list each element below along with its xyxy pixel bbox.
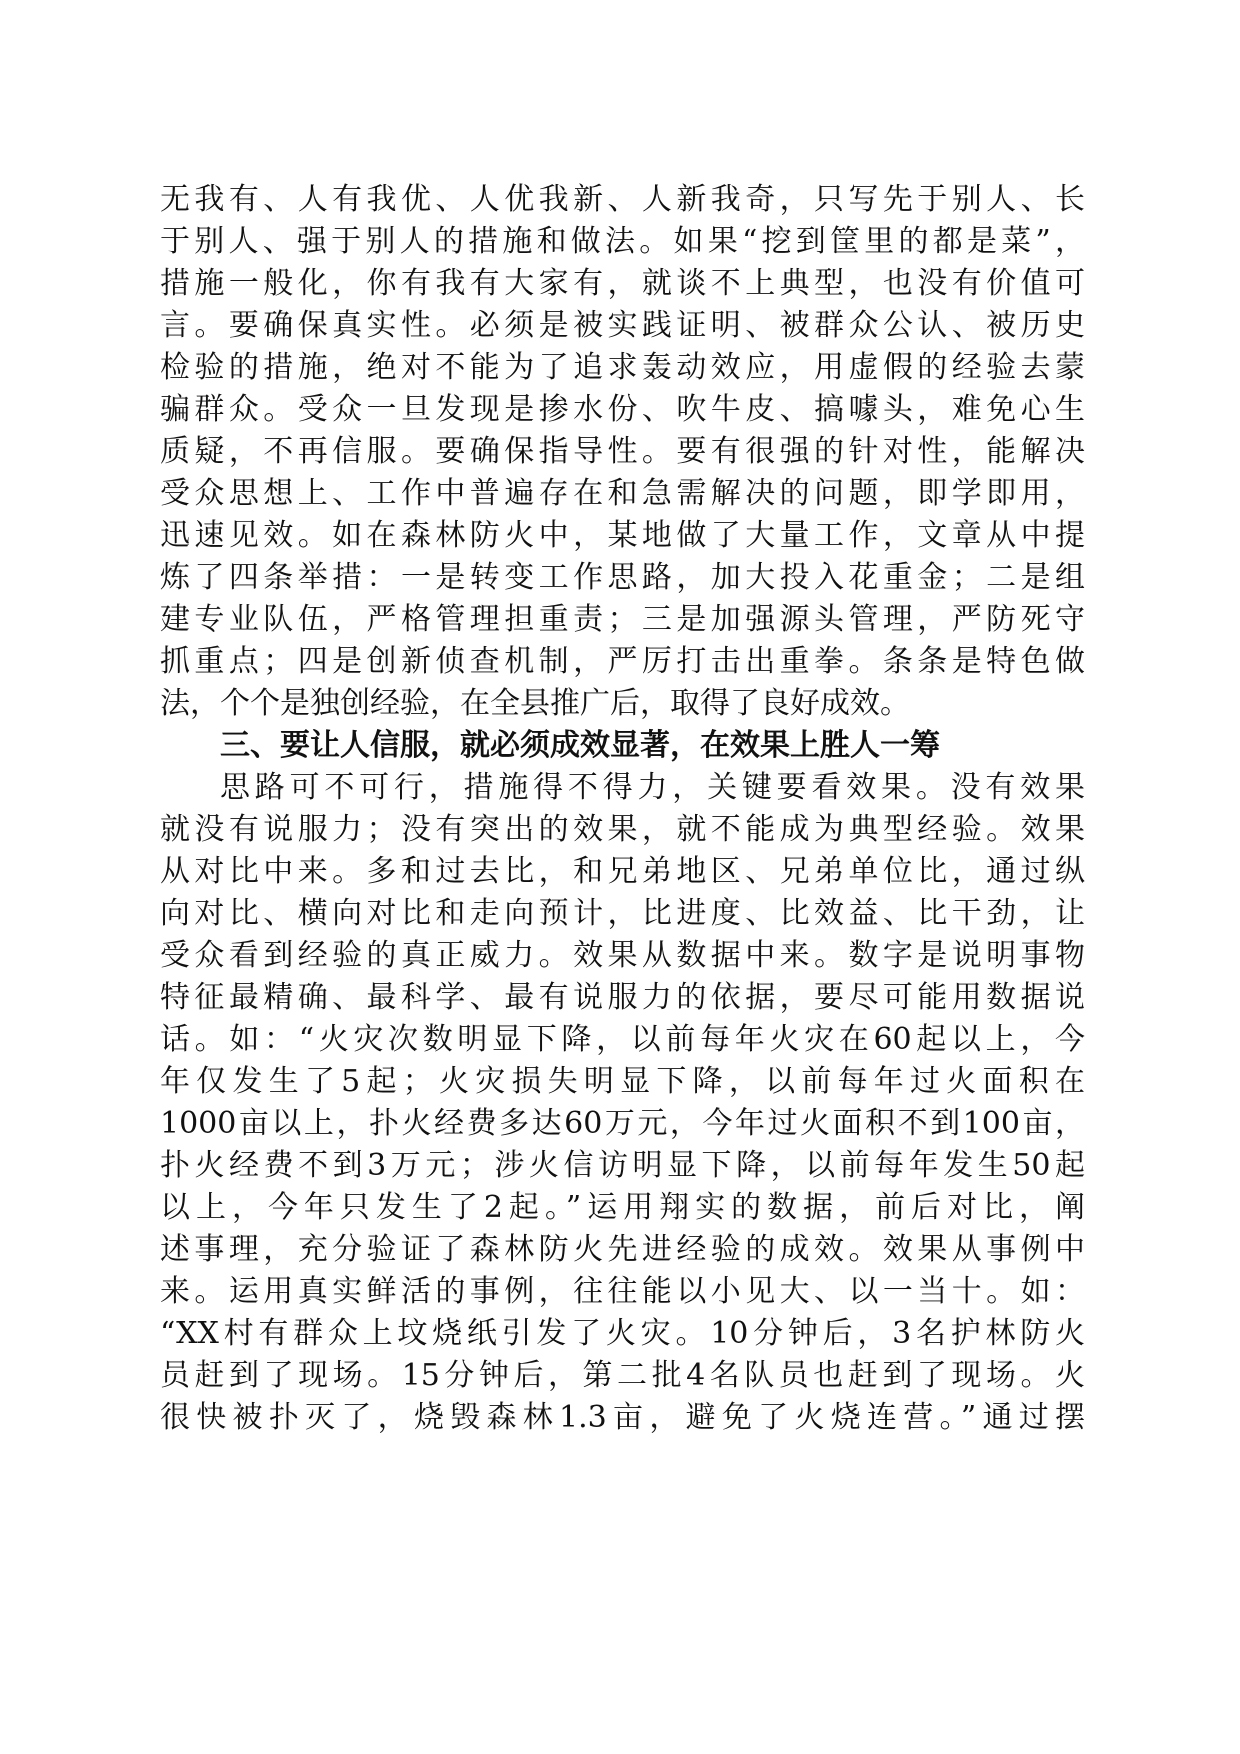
text-line: 炼了四条举措：一是转变工作思路，加大投入花重金；二是组 bbox=[160, 560, 1085, 595]
text-line: 思路可不可行，措施得不得力，关键要看效果。没有效果 bbox=[220, 770, 1085, 805]
text-line: 向对比、横向对比和走向预计，比进度、比效益、比干劲，让 bbox=[160, 896, 1085, 931]
text-line: 法，个个是独创经验，在全县推广后，取得了良好成效。 bbox=[160, 686, 910, 721]
text-line: 员赶到了现场。15分钟后，第二批4名队员也赶到了现场。火 bbox=[160, 1358, 1085, 1393]
text-line: 以上，今年只发生了2起。”运用翔实的数据，前后对比，阐 bbox=[160, 1190, 1085, 1225]
text-line: 检验的措施，绝对不能为了追求轰动效应，用虚假的经验去蒙 bbox=[160, 350, 1085, 385]
text-line: 无我有、人有我优、人优我新、人新我奇，只写先于别人、长 bbox=[160, 182, 1085, 217]
text-line: 质疑，不再信服。要确保指导性。要有很强的针对性，能解决 bbox=[160, 434, 1085, 469]
section-heading: 三、要让人信服，就必须成效显著，在效果上胜人一筹 bbox=[220, 728, 940, 763]
text-line: 特征最精确、最科学、最有说服力的依据，要尽可能用数据说 bbox=[160, 980, 1085, 1015]
text-line: 骗群众。受众一旦发现是掺水份、吹牛皮、搞噱头，难免心生 bbox=[160, 392, 1085, 427]
text-line: 1000亩以上，扑火经费多达60万元，今年过火面积不到100亩， bbox=[160, 1106, 1085, 1141]
text-line: 迅速见效。如在森林防火中，某地做了大量工作，文章从中提 bbox=[160, 518, 1085, 553]
text-line: 受众思想上、工作中普遍存在和急需解决的问题，即学即用， bbox=[160, 476, 1085, 511]
text-line: 建专业队伍，严格管理担重责；三是加强源头管理，严防死守 bbox=[160, 602, 1085, 637]
text-line: 扑火经费不到3万元；涉火信访明显下降，以前每年发生50起 bbox=[160, 1148, 1085, 1183]
text-line: 抓重点；四是创新侦查机制，严厉打击出重拳。条条是特色做 bbox=[160, 644, 1085, 679]
text-line: 措施一般化，你有我有大家有，就谈不上典型，也没有价值可 bbox=[160, 266, 1085, 301]
text-line: 话。如：“火灾次数明显下降，以前每年火灾在60起以上，今 bbox=[160, 1022, 1085, 1057]
text-line: 来。运用真实鲜活的事例，往往能以小见大、以一当十。如： bbox=[160, 1274, 1085, 1309]
text-line: 述事理，充分验证了森林防火先进经验的成效。效果从事例中 bbox=[160, 1232, 1085, 1267]
text-line: 就没有说服力；没有突出的效果，就不能成为典型经验。效果 bbox=[160, 812, 1085, 847]
text-line: 受众看到经验的真正威力。效果从数据中来。数字是说明事物 bbox=[160, 938, 1085, 973]
text-line: 于别人、强于别人的措施和做法。如果“挖到筐里的都是菜”， bbox=[160, 224, 1085, 259]
text-line: 从对比中来。多和过去比，和兄弟地区、兄弟单位比，通过纵 bbox=[160, 854, 1085, 889]
text-line: 很快被扑灭了，烧毁森林1.3亩，避免了火烧连营。”通过摆 bbox=[160, 1400, 1085, 1435]
text-line: “XX村有群众上坟烧纸引发了火灾。10分钟后，3名护林防火 bbox=[160, 1316, 1085, 1351]
text-line: 言。要确保真实性。必须是被实践证明、被群众公认、被历史 bbox=[160, 308, 1085, 343]
text-line: 年仅发生了5起；火灾损失明显下降，以前每年过火面积在 bbox=[160, 1064, 1085, 1099]
